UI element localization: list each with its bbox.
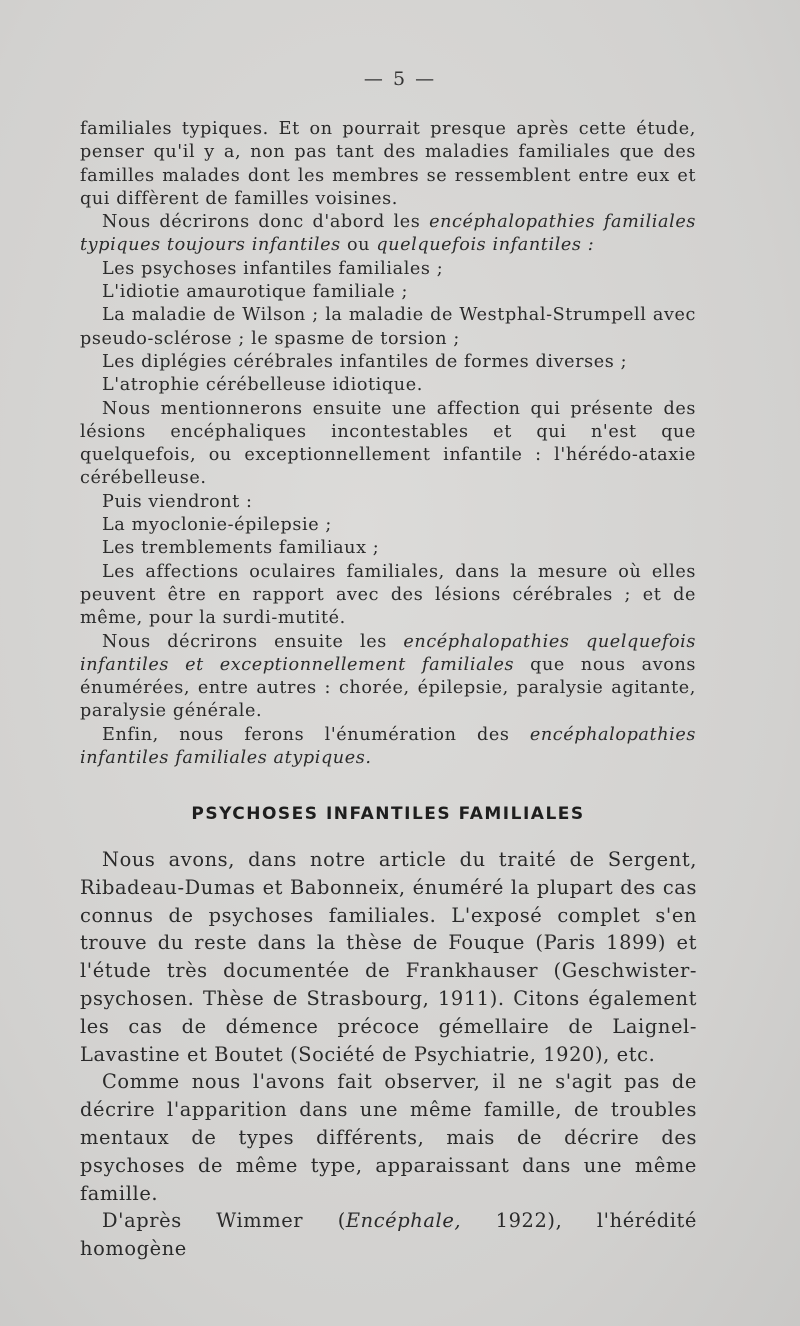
section-psychoses xyxy=(80,846,697,1263)
paragraph: familiales typiques. Et on pourrait presque après cette étude, penser qu'il y a, non pas tant des maladies familiales que des familles malades dont les membres se ressemblent entre eux et qui diffèrent de familles voisines. xyxy=(80,119,696,209)
section-heading: PSYCHOSES INFANTILES FAMILIALES xyxy=(191,804,585,824)
list-item: Les affections oculaires familiales, dans la mesure où elles peuvent être en rapport avec des lésions cérébrales ; et de même, pour la surdi-mutité. xyxy=(80,561,696,629)
paragraph: Nous décrirons donc d'abord les encéphalopathies familiales typiques toujours infantiles ou quelquefois infantiles : xyxy=(80,212,696,256)
paragraph: Puis viendront : xyxy=(102,491,253,512)
paragraph: Enfin, nous ferons l'énumération des encéphalopathies infantiles familiales atypiques. xyxy=(80,724,696,769)
paragraph: Comme nous l'avons fait observer, il ne s'agit pas de décrire l'apparition dans une même famille, de troubles mentaux de types différents, mais de décrire des psychoses de même type, apparaissant dans une même famille. xyxy=(80,1070,697,1205)
paragraph: Nous avons, dans notre article du traité de Sergent, Ribadeau-Dumas et Babonneix, énuméré la plupart des cas connus de psychoses familiales. L'exposé complet s'en trouve du reste dans la thèse de Fouque (Paris 1899) et l'étude très documentée de Frankhauser (Geschwister-psychosen. Thèse de Strasbourg, 1911). Citons également les cas de démence précoce gémellaire de Laignel-Lavastine et Boutet (Société de Psychiatrie, 1920), etc. xyxy=(80,848,697,1066)
section-intro xyxy=(80,118,696,770)
paragraph: Nous décrirons ensuite les encéphalopathies quelquefois infantiles et exceptionnellement familiales que nous avons énumérées, entre autres : chorée, épilepsie, paralysie agitante, paralysie générale. xyxy=(80,631,697,722)
list-item: Les psychoses infantiles familiales ; xyxy=(102,258,444,279)
page-number: — 5 — xyxy=(363,68,437,90)
list-item: Les diplégies cérébrales infantiles de formes diverses ; xyxy=(102,351,628,372)
paragraph: Nous mentionnerons ensuite une affection qui présente des lésions encéphaliques incontestables et qui n'est que quelquefois, ou exceptionnellement infantile : l'hérédo-ataxie cérébelleuse. xyxy=(80,398,696,489)
list-item: La maladie de Wilson ; la maladie de Westphal-Strumpell avec pseudo-sclérose ; le spasme de torsion ; xyxy=(80,305,696,349)
list-item: L'atrophie cérébelleuse idiotique. xyxy=(102,375,423,396)
list-item: Les tremblements familiaux ; xyxy=(102,538,380,559)
paragraph: D'après Wimmer (Encéphale, 1922), l'hérédité homogène xyxy=(80,1209,697,1261)
list-item: L'idiotie amaurotique familiale ; xyxy=(102,282,409,303)
list-item: La myoclonie-épilepsie ; xyxy=(102,515,332,536)
